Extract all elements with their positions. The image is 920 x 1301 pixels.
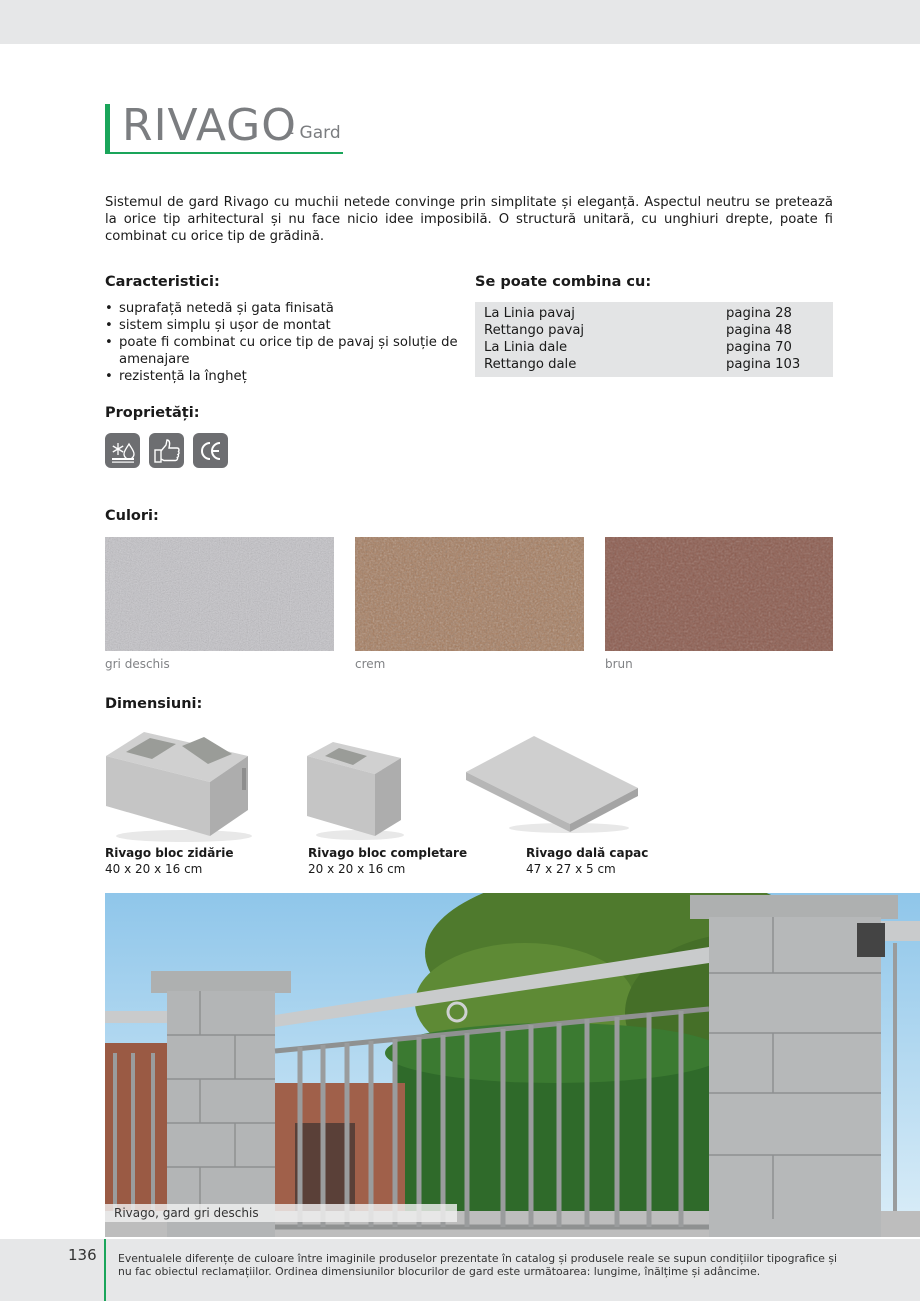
dimension-size: 20 x 20 x 16 cm: [308, 862, 406, 876]
combine-name: La Linia dale: [484, 340, 568, 355]
fence-photo: [105, 893, 920, 1237]
product-title: RIVAGO: [122, 100, 297, 151]
dimension-name: Rivago bloc zidărie: [105, 846, 234, 860]
combine-heading: Se poate combina cu:: [475, 274, 652, 290]
colors-heading: Culori:: [105, 508, 159, 524]
color-label: brun: [605, 657, 633, 671]
completion-block-image: [305, 740, 405, 846]
dimension-name: Rivago dală capac: [526, 846, 649, 860]
list-item: • sistem simplu și ușor de montat: [105, 317, 465, 334]
page-title: [105, 100, 343, 154]
combine-name: Rettango dale: [484, 357, 577, 372]
properties-icons: [105, 433, 228, 468]
combine-page: pagina 70: [726, 340, 792, 355]
footer-note: Eventualele diferențe de culoare între imaginile produselor prezentate în catalog și produsele reale se supun condițiilor tipografice și nu fac obiectul reclamațiilor. Ordinea dimensiunilor blocurilor de gard este următoarea: lungime, înălțime și adâncime.: [118, 1252, 837, 1278]
color-swatch-brown: [605, 537, 833, 651]
characteristics-heading: Caracteristici:: [105, 274, 220, 290]
cap-slab-image: [464, 734, 640, 838]
top-band: [0, 0, 920, 44]
color-swatch-light-grey: [105, 537, 334, 651]
combine-page: pagina 28: [726, 306, 792, 321]
color-swatch-cream: [355, 537, 584, 651]
dimensions-heading: Dimensiuni:: [105, 696, 203, 712]
table-row: [484, 322, 823, 339]
combine-name: La Linia pavaj: [484, 306, 575, 321]
table-row: [484, 339, 823, 356]
combine-page: pagina 103: [726, 357, 801, 372]
ce-mark-icon: [193, 433, 228, 468]
dimension-size: 47 x 27 x 5 cm: [526, 862, 616, 876]
table-row: [484, 356, 823, 373]
thumbs-up-icon: [149, 433, 184, 468]
frost-salt-resistant-icon: [105, 433, 140, 468]
dimension-size: 40 x 20 x 16 cm: [105, 862, 203, 876]
properties-heading: Proprietăți:: [105, 405, 200, 421]
list-item: • rezistență la îngheț: [105, 368, 465, 385]
intro-paragraph: Sistemul de gard Rivago cu muchii netede convinge prin simplitate și eleganță. Aspectul neutru se pretează la orice tip arhitectural și nu face nicio idee imposibilă. O structură unitară, cu unghiuri drepte, poate fi combinat cu orice tip de grădină.: [105, 195, 833, 244]
dimension-name: Rivago bloc completare: [308, 846, 468, 860]
color-label: crem: [355, 657, 386, 671]
combine-name: Rettango pavaj: [484, 323, 585, 338]
combine-table: [475, 302, 833, 377]
footer-divider: [104, 1239, 106, 1301]
combine-page: pagina 48: [726, 323, 792, 338]
product-subtitle: - Gard: [288, 123, 341, 143]
characteristics-list: [105, 300, 465, 385]
photo-caption: Rivago, gard gri deschis: [105, 1204, 457, 1222]
table-row: [484, 305, 823, 322]
masonry-block-image: [104, 726, 254, 850]
list-item: • suprafață netedă și gata finisată: [105, 300, 465, 317]
list-item: • poate fi combinat cu orice tip de pavaj și soluție de amenajare: [105, 334, 465, 368]
color-label: gri deschis: [105, 657, 170, 671]
page-number: 136: [68, 1246, 97, 1264]
